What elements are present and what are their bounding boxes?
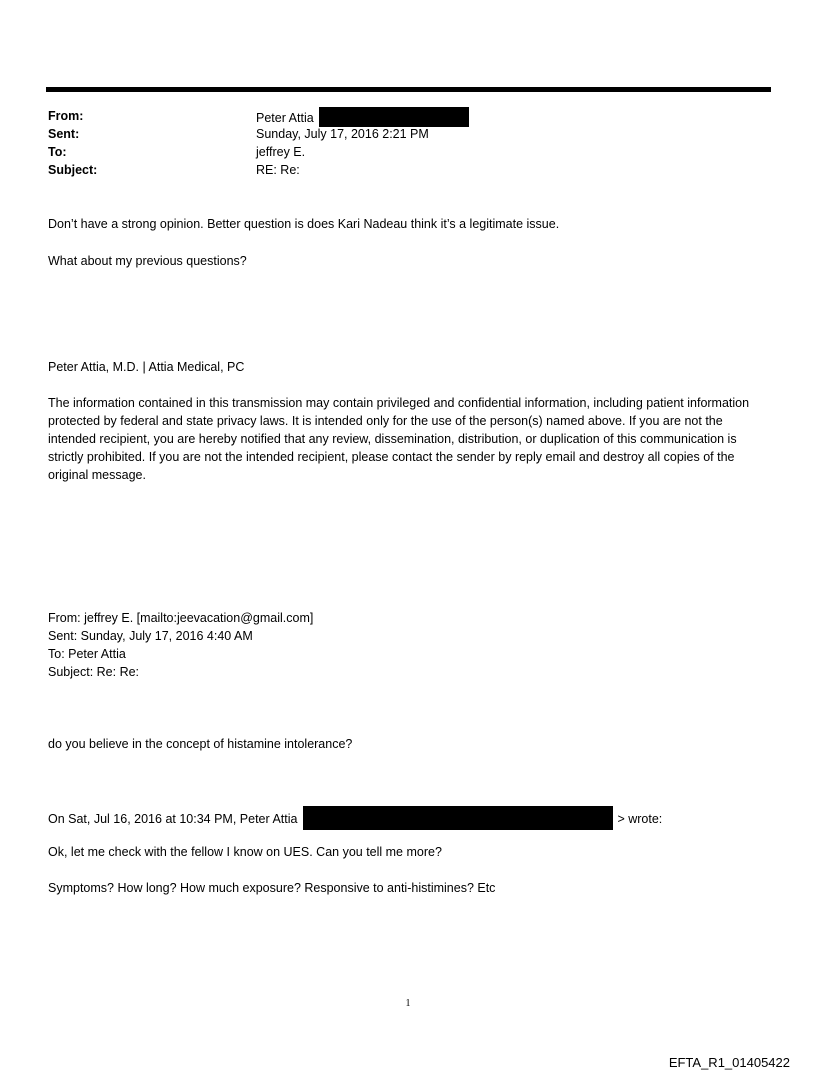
wrote-line — [48, 806, 662, 830]
sent-label: Sent: — [48, 127, 80, 141]
to-label: To: — [48, 145, 67, 159]
from-value-row — [256, 107, 469, 127]
quoted-sent: Sent: Sunday, July 17, 2016 4:40 AM — [48, 629, 253, 643]
wrote-suffix: > wrote: — [617, 812, 663, 826]
document-id: EFTA_R1_01405422 — [668, 1055, 790, 1070]
page-number: 1 — [405, 998, 411, 1009]
reply-line-2: Symptoms? How long? How much exposure? Responsive to anti-histimines? Etc — [48, 881, 496, 895]
quoted-subject: Subject: Re: Re: — [48, 665, 140, 679]
reply-line-1: Ok, let me check with the fellow I know on UES. Can you tell me more? — [48, 845, 442, 859]
wrote-prefix: On Sat, Jul 16, 2016 at 10:34 PM, Peter Attia — [48, 812, 298, 826]
to-value: jeffrey E. — [256, 145, 306, 159]
from-label: From: — [48, 109, 84, 123]
body-line-2: What about my previous questions? — [48, 254, 247, 268]
subject-label: Subject: — [48, 163, 98, 177]
redaction-block — [319, 107, 469, 127]
quoted-from: From: jeffrey E. [mailto:jeevacation@gmail.com] — [48, 611, 314, 625]
quoted-message: do you believe in the concept of histamine intolerance? — [48, 737, 353, 751]
body-line-1: Don’t have a strong opinion. Better question is does Kari Nadeau think it’s a legitimate issue. — [48, 217, 560, 231]
signature: Peter Attia, M.D. | Attia Medical, PC — [48, 360, 245, 374]
sent-value: Sunday, July 17, 2016 2:21 PM — [256, 127, 429, 141]
redaction-block — [303, 806, 613, 830]
header-rule — [46, 87, 771, 92]
quoted-to: To: Peter Attia — [48, 647, 126, 661]
disclaimer: The information contained in this transmission may contain privileged and confidential information, including patient information protected by federal and state privacy laws. It is intended only for the use of the person(s) named above. If you are not the intended recipient, you are hereby notified that any review, dissemination, distribution, or duplication of this communication is strictly prohibited. If you are not the intended recipient, please contact the sender by reply email and destroy all copies of the original message. — [48, 396, 750, 482]
from-value: Peter Attia — [256, 111, 314, 125]
subject-value: RE: Re: — [256, 163, 300, 177]
